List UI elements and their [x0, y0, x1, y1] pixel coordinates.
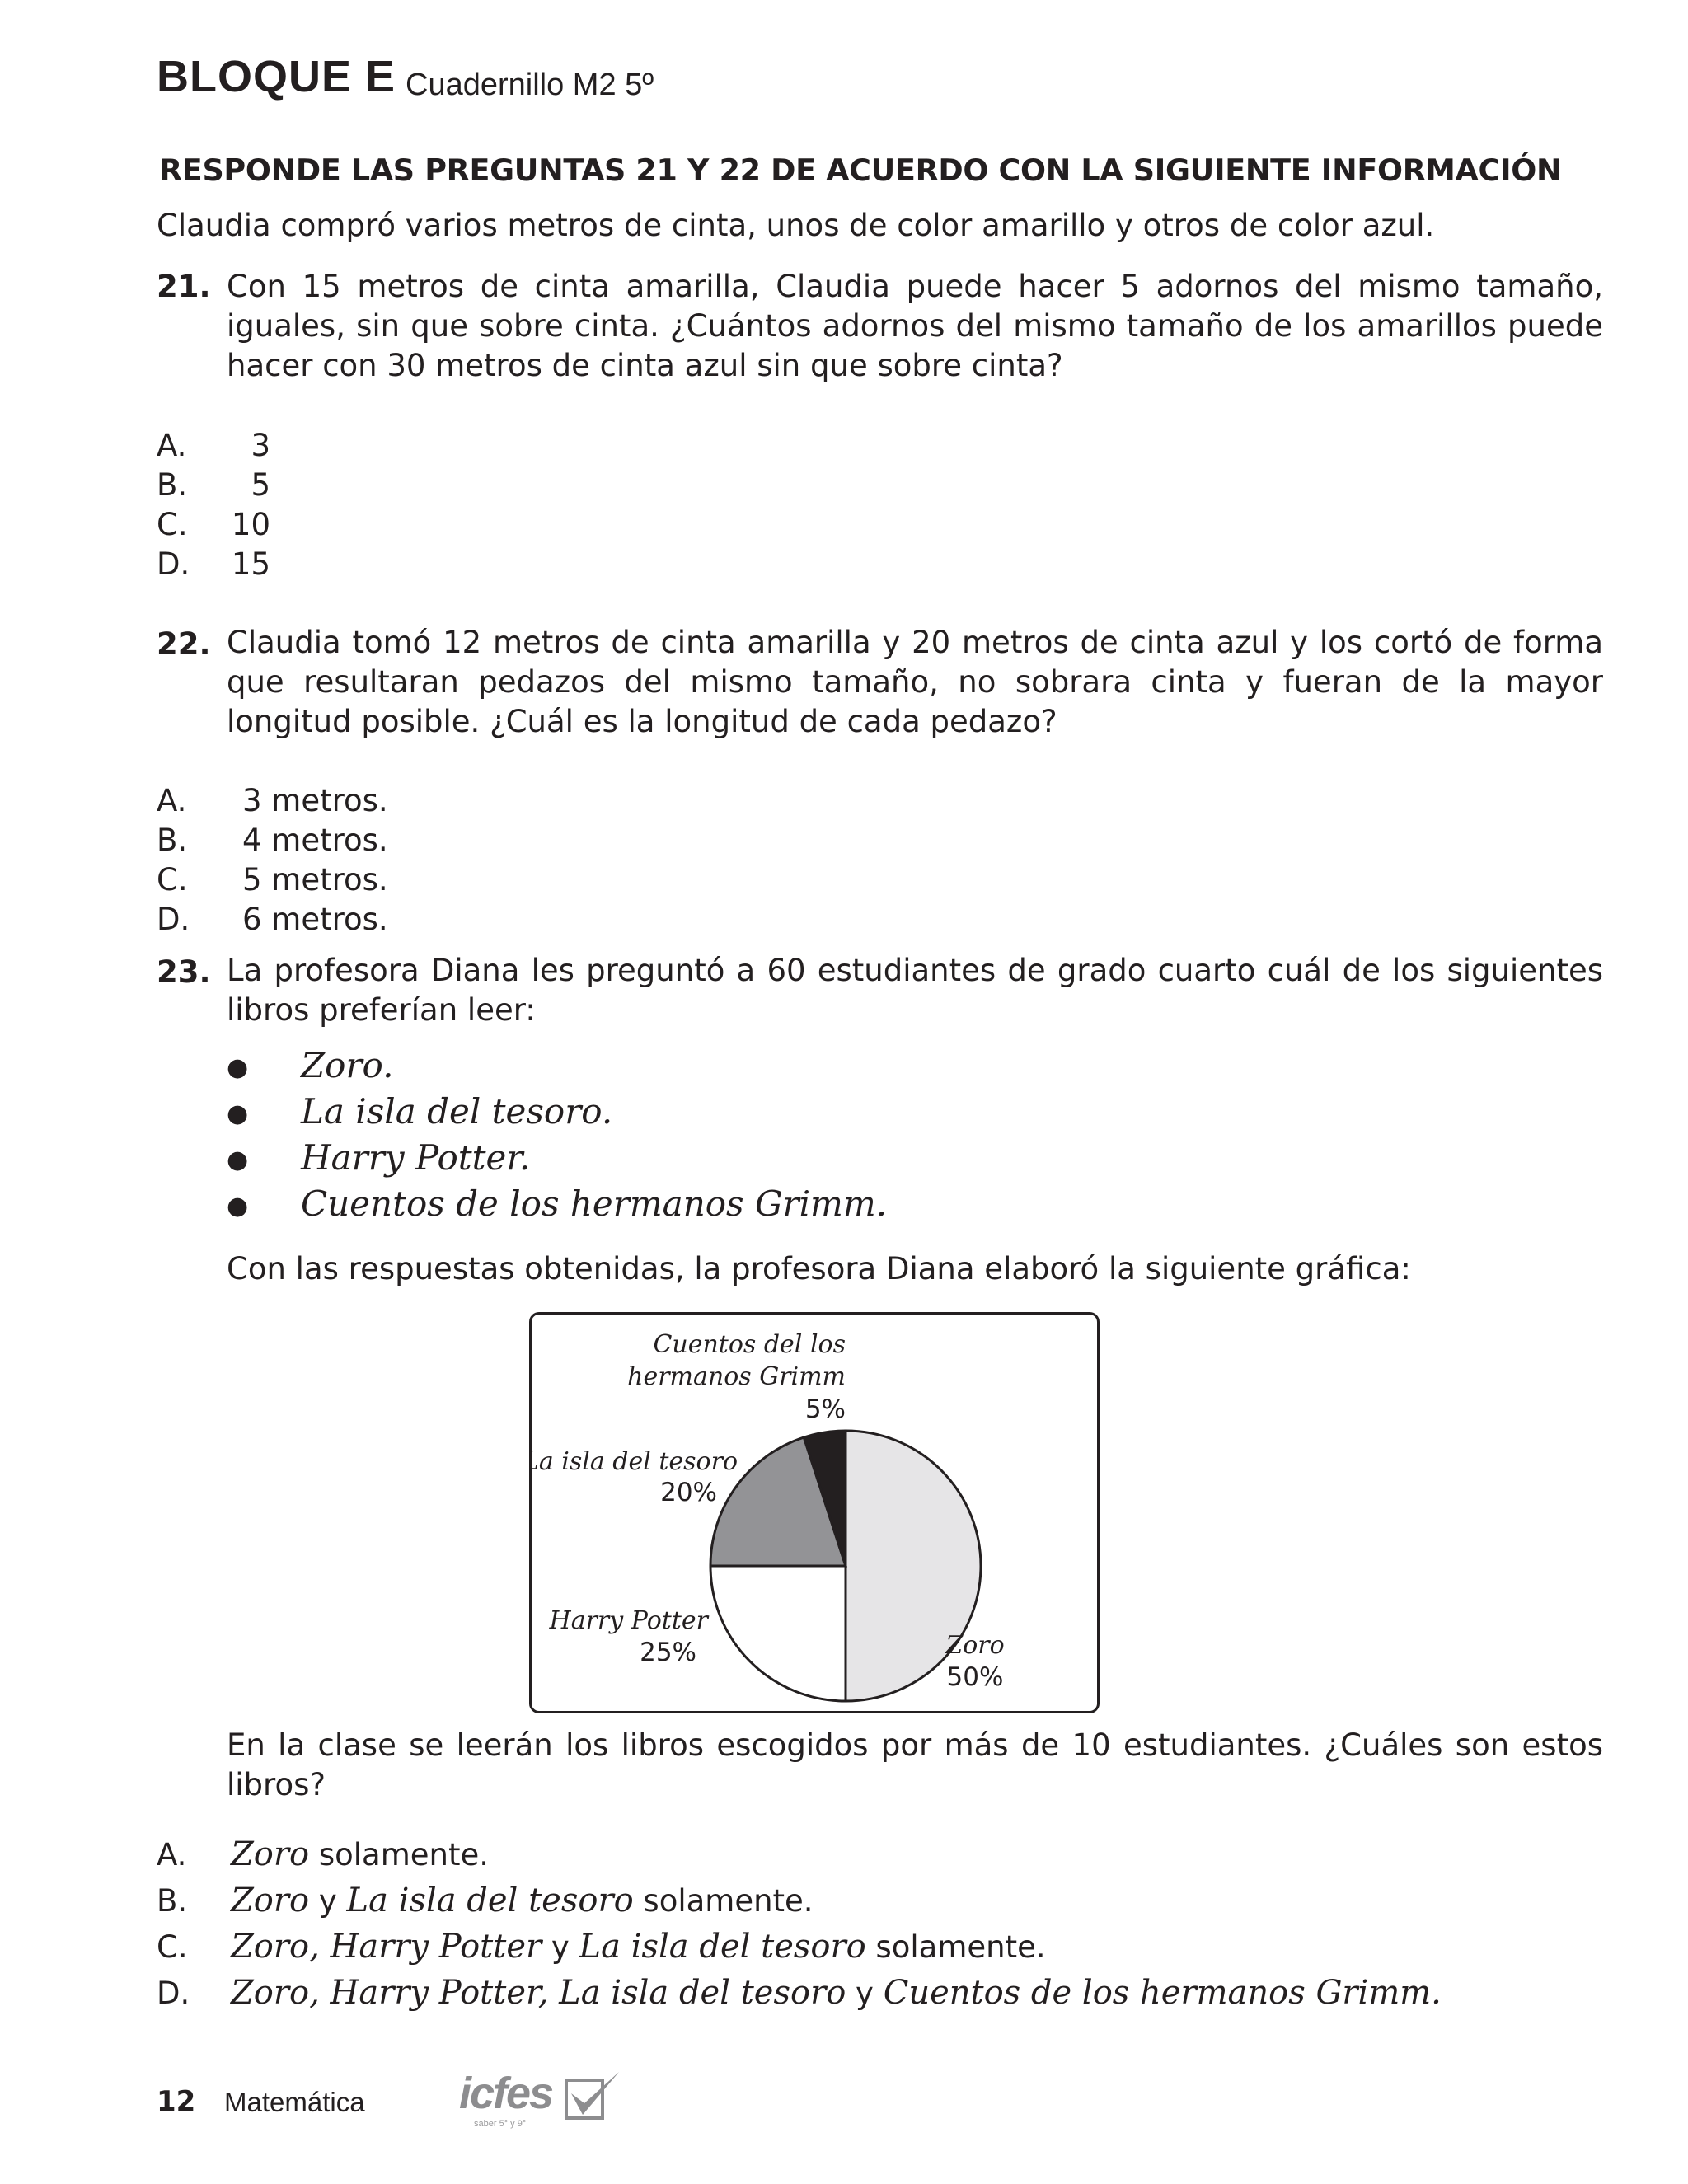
option-conj: y [542, 1929, 579, 1965]
book-title: La isla del tesoro [301, 1091, 602, 1132]
option-text: 4 metros. [242, 823, 388, 858]
icfes-logo [457, 2069, 631, 2138]
option-text: 6 metros. [242, 902, 388, 937]
pct-zoro: 50% [946, 1662, 1004, 1692]
chart-intro: Con las respuestas obtenidas, la profesora Diana elaboró la siguiente gráfica: [227, 1251, 1411, 1286]
book-title: Zoro [301, 1045, 383, 1085]
pie-slice-zoro [846, 1431, 981, 1701]
book-item: ● La isla del tesoro. [227, 1089, 612, 1137]
option-rest: solamente. [309, 1837, 489, 1872]
block-title: BLOQUE E [157, 52, 396, 101]
intro-text: Claudia compró varios metros de cinta, unos de color amarillo y otros de color azul. [157, 208, 1435, 243]
pct-harry: 25% [640, 1638, 696, 1667]
q23-option-d[interactable] [157, 1973, 1442, 2013]
q22-option-c[interactable] [157, 860, 388, 900]
label-grimm-line1: Cuentos del los [653, 1330, 846, 1359]
pie-slice-harry-potter [710, 1566, 846, 1701]
page-number: 12 [157, 2085, 196, 2118]
option-conj: y [309, 1883, 347, 1919]
q22-option-d[interactable] [157, 900, 388, 940]
label-zoro: Zoro [945, 1631, 1005, 1660]
logo-word: icfes [459, 2069, 553, 2118]
label-isla: La isla del tesoro [532, 1447, 738, 1476]
option-italic: Zoro, Harry Potter [231, 1928, 542, 1966]
label-grimm-line2: hermanos Grimm [627, 1362, 846, 1391]
option-letter: D. [157, 902, 190, 937]
option-letter: C. [157, 862, 188, 898]
question-21-number: 21. [157, 269, 211, 304]
book-title: Harry Potter [301, 1137, 519, 1178]
book-item: ● Harry Potter. [227, 1135, 530, 1183]
bullet-icon: ● [227, 1191, 249, 1221]
q22-option-b[interactable] [157, 821, 388, 860]
instruction-heading: RESPONDE LAS PREGUNTAS 21 Y 22 DE ACUERDO CON LA SIGUIENTE INFORMACIÓN [159, 152, 1562, 188]
option-letter: D. [157, 1975, 190, 2011]
option-italic: La isla del tesoro [346, 1882, 634, 1919]
option-rest: solamente. [633, 1883, 814, 1919]
q21-option-b[interactable] [157, 466, 270, 505]
question-22-number: 22. [157, 626, 211, 662]
question-23-prompt: En la clase se leerán los libros escogidos por más de 10 estudiantes. ¿Cuáles son estos libros? [227, 1727, 1603, 1802]
option-conj: y [846, 1975, 884, 2011]
logo-subtext: saber 5° y 9° [474, 2119, 527, 2129]
icfes-logo-icon [457, 2069, 631, 2135]
booklet-label: Cuadernillo M2 5º [406, 68, 654, 102]
q23-option-b[interactable] [157, 1881, 814, 1921]
option-letter: A. [157, 428, 187, 463]
option-letter: B. [157, 467, 188, 503]
book-item: ● Cuentos de los hermanos Grimm. [227, 1181, 887, 1230]
bullet-icon: ● [227, 1099, 249, 1128]
option-text: 5 [251, 467, 270, 503]
option-text: 3 metros. [242, 783, 388, 818]
q21-option-d[interactable] [157, 545, 270, 584]
option-italic: Zoro [231, 1882, 310, 1919]
bullet-icon: ● [227, 1052, 249, 1082]
pie-chart-frame [529, 1312, 1100, 1713]
pie-chart [532, 1315, 1097, 1711]
subject-label: Matemática [224, 2087, 365, 2117]
book-title: Cuentos de los hermanos Grimm [301, 1183, 876, 1224]
q21-option-c[interactable] [157, 505, 270, 545]
option-letter: D. [157, 546, 190, 582]
option-italic: Zoro, Harry Potter, La isla del tesoro [231, 1974, 846, 2012]
pct-grimm: 5% [804, 1394, 846, 1424]
book-item: ● Zoro. [227, 1043, 393, 1091]
bullet-icon: ● [227, 1145, 249, 1174]
q22-option-a[interactable] [157, 781, 388, 821]
option-italic: Zoro [231, 1835, 310, 1873]
pct-isla: 20% [660, 1478, 717, 1507]
question-23-text: La profesora Diana les preguntó a 60 estudiantes de grado cuarto cuál de los siguientes libros preferían leer: [227, 953, 1603, 1028]
option-letter: A. [157, 1837, 187, 1872]
option-text: 10 [231, 507, 270, 542]
question-23-number: 23. [157, 954, 211, 990]
option-italic: Cuentos de los hermanos Grimm. [883, 1974, 1442, 2012]
question-22-text: Claudia tomó 12 metros de cinta amarilla y 20 metros de cinta azul y los cortó de forma que resultaran pedazos del mismo tamaño, no sobrara cinta y fueran de la mayor longitud posible. ¿Cuál es la longitud de cada pedazo? [227, 625, 1603, 739]
option-letter: C. [157, 1929, 188, 1965]
option-letter: A. [157, 783, 187, 818]
option-text: 15 [231, 546, 270, 582]
q23-option-a[interactable] [157, 1835, 489, 1875]
option-letter: B. [157, 1883, 188, 1919]
q23-option-c[interactable] [157, 1927, 1046, 1967]
option-rest: solamente. [865, 1929, 1046, 1965]
option-letter: C. [157, 507, 188, 542]
option-letter: B. [157, 823, 188, 858]
label-harry: Harry Potter [549, 1606, 708, 1635]
question-21-text: Con 15 metros de cinta amarilla, Claudia puede hacer 5 adornos del mismo tamaño, iguales, sin que sobre cinta. ¿Cuántos adornos del mismo tamaño de los amarillos puede hacer con 30 metros de cinta azul sin que sobre cinta? [227, 269, 1603, 383]
option-italic: La isla del tesoro [579, 1928, 866, 1966]
option-text: 5 metros. [242, 862, 388, 898]
option-text: 3 [251, 428, 270, 463]
q21-option-a[interactable] [157, 426, 270, 466]
